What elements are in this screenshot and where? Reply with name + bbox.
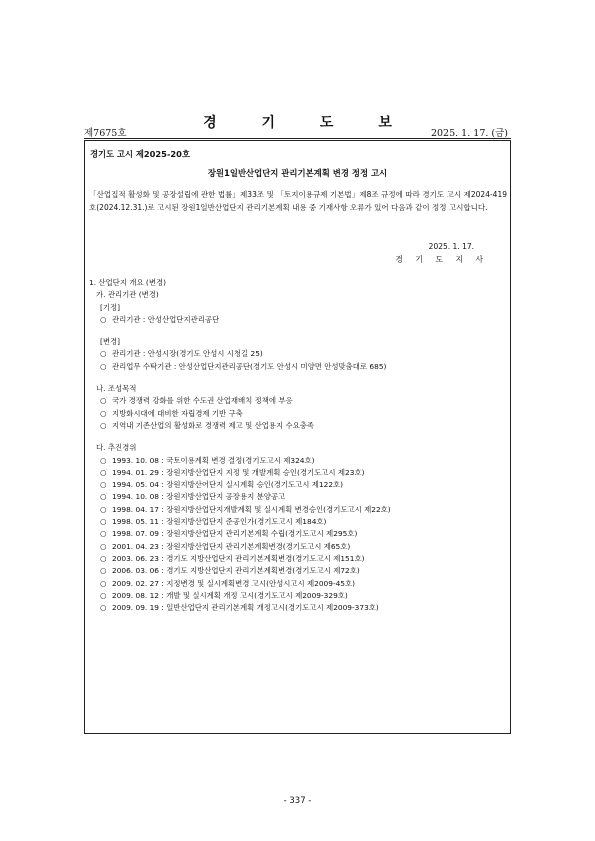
bullet-icon: ○ bbox=[100, 408, 107, 418]
bullet-icon: ○ bbox=[100, 480, 107, 490]
bullet-icon: ○ bbox=[100, 541, 107, 551]
bullet-icon: ○ bbox=[100, 492, 107, 502]
list-item: ○ 1994. 01. 29 : 장원지방산업단지 지정 및 개발계획 승인(경기도고시 제23호) bbox=[89, 467, 507, 479]
bullet-icon: ○ bbox=[100, 467, 107, 477]
list-item: ○ 1993. 10. 08 : 국토이용계획 변경 결정(경기도고시 제324호) bbox=[89, 455, 507, 467]
page-number: - 337 - bbox=[283, 796, 312, 806]
bullet-icon: ○ bbox=[100, 566, 107, 576]
notice-content bbox=[89, 277, 507, 614]
list-item: ○ 국가 경쟁력 강화를 위한 수도권 산업재배치 정책에 부응 bbox=[89, 395, 507, 407]
list-item: ○ 2009. 08. 12 : 개발 및 실시계획 개정 고시(경기도고시 제2009-329호) bbox=[89, 590, 507, 602]
list-item: ○ 1994. 10. 08 : 장원지방산업단지 공장용지 분양공고 bbox=[89, 491, 507, 503]
list-item: ○ 1998. 07. 09 : 장원지방산업단지 관리기본계획 수립(경기도고시 제295호) bbox=[89, 528, 507, 540]
notice-frame bbox=[84, 140, 511, 734]
sign-date: 2025. 1. 17. bbox=[428, 242, 474, 251]
issue-date: 2025. 1. 17. (금) bbox=[430, 128, 508, 139]
bullet-icon: ○ bbox=[100, 396, 107, 406]
bullet-icon: ○ bbox=[100, 529, 107, 539]
list-item: ○ 관리기관 : 안성시장(경기도 안성시 시청길 25) bbox=[89, 348, 507, 360]
list-item: ○ 2009. 09. 19 : 일반산업단지 관리기본계획 개정고시(경기도고시 제2009-373호) bbox=[89, 602, 507, 614]
list-item: ○ 2006. 03. 06 : 경기도 지방산업단지 관리기본계획변경(경기도고시 제72호) bbox=[89, 565, 507, 577]
bullet-icon: ○ bbox=[100, 603, 107, 613]
list-item: ○ 2001. 04. 23 : 장원지방산업단지 관리기본계획변경(경기도고시 제65호) bbox=[89, 541, 507, 553]
existing-label: [기정] bbox=[100, 302, 121, 312]
notice-body: 「산업집적 활성화 및 공장설립에 관한 법률」제33조 및 「토지이용규제 기본법」제8조 규정에 따라 경기도 고시 제2024-419호(2024.12.31.)로 고시된 장원1일반산업단지 관리기본계획 내용 중 기재사항 오류가 있어 다음과 같이 정정 고시합니다. bbox=[89, 190, 507, 212]
list-item: ○ 2009. 02. 27 : 지정변경 및 실시계획변경 고시(안성시고시 제2009-45호) bbox=[89, 578, 507, 590]
header-rule bbox=[84, 138, 511, 139]
notice-title: 장원1일반산업단지 관리기본계획 변경 정정 고시 bbox=[207, 168, 388, 178]
subsection-heading: 다. 추진경위 bbox=[96, 443, 137, 453]
sign-name: 경 기 도 지 사 bbox=[395, 255, 488, 264]
list-item: ○ 2003. 06. 23 : 경기도 지방산업단지 관리기본계획변경(경기도고시 제151호) bbox=[89, 553, 507, 565]
bullet-icon: ○ bbox=[100, 590, 107, 600]
list-item: ○ 1998. 05. 11 : 장원지방산업단지 준공인가(경기도고시 제184호) bbox=[89, 516, 507, 528]
bullet-icon: ○ bbox=[100, 420, 107, 430]
section-heading: 1. 산업단지 개요 (변경) bbox=[89, 278, 166, 287]
bullet-icon: ○ bbox=[100, 361, 107, 371]
list-item: ○ 지방화시대에 대비한 자립경제 기반 구축 bbox=[89, 408, 507, 420]
subsection-heading: 가. 관리기관 (변경) bbox=[96, 290, 159, 300]
subsection-heading: 나. 조성목적 bbox=[96, 384, 137, 394]
list-item: ○ 1998. 04. 17 : 장원지방산업단지개발계획 및 실시계획 변경승인(경기도고시 제22호) bbox=[89, 504, 507, 516]
gazette-title: 경 기 도 보 bbox=[203, 115, 412, 131]
list-item: ○ 지역내 기존산업의 활성화로 경쟁력 제고 및 산업용지 수요충족 bbox=[89, 420, 507, 432]
bullet-icon: ○ bbox=[100, 517, 107, 527]
bullet-icon: ○ bbox=[100, 455, 107, 465]
list-item: ○ 관리기관 : 안성산업단지관리공단 bbox=[89, 314, 507, 326]
list-item: ○ 관리업무 수탁기관 : 안성산업단지관리공단(경기도 안성시 미양면 안성맞춤대로 685) bbox=[89, 361, 507, 373]
bullet-icon: ○ bbox=[100, 578, 107, 588]
notice-number: 경기도 고시 제2025-20호 bbox=[90, 149, 190, 159]
bullet-icon: ○ bbox=[100, 553, 107, 563]
bullet-icon: ○ bbox=[100, 314, 107, 324]
changed-label: [변경] bbox=[100, 337, 121, 347]
bullet-icon: ○ bbox=[100, 349, 107, 359]
bullet-icon: ○ bbox=[100, 504, 107, 514]
list-item: ○ 1994. 05. 04 : 장원지방산어단지 실시계획 승인(경기도고시 제122호) bbox=[89, 479, 507, 491]
issue-number: 제7675호 bbox=[84, 128, 127, 139]
